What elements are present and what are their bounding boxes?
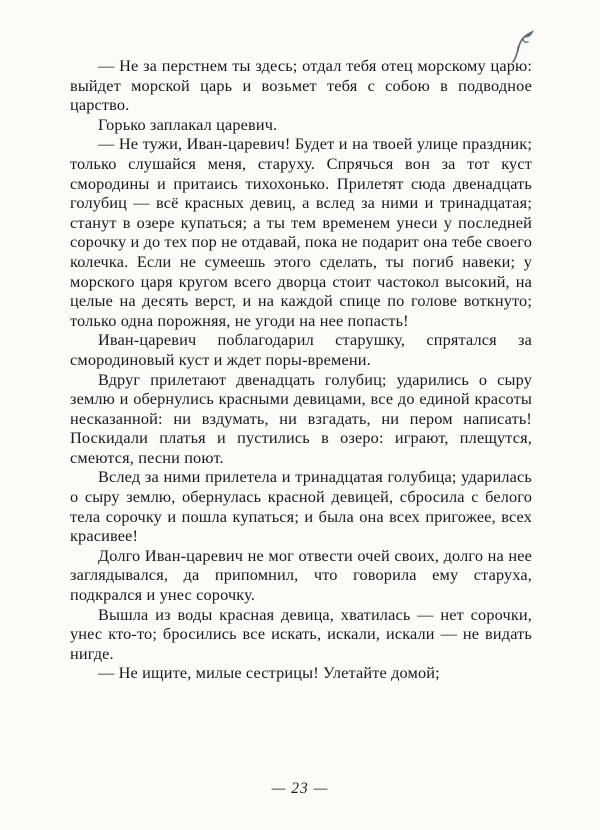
paragraph: Долго Иван-царевич не мог отвести очей своих, долго на нее заглядывался, да припомнил, что говорила ему старуха, подкрался и унес сорочку. <box>70 545 532 605</box>
page-number: — 23 — <box>271 780 329 797</box>
text-block <box>70 56 532 683</box>
paragraph: Горько заплакал царевич. <box>98 114 278 134</box>
paragraph: — Не тужи, Иван-царевич! Будет и на твоей улице праздник; только слушайся меня, старуху. Спрячься вон за тот куст смородины и притаись тихохонько. Прилетят сюда двенадцать голубиц — всё красных девиц, а вслед за ними и тринадцатая; станут в озере купаться; а ты тем временем унеси у последней сорочку и до тех пор не отдавай, пока не подарит она тебе своего колечка. Если не сумеешь этого сделать, ты погиб навеки; у морского царя кругом всего дворца стоит частокол высокий, на целые на десять верст, и на каждой спице по голове воткнуто; только одна порожняя, не угоди на нее попасть! <box>70 134 532 330</box>
paragraph: Иван-царевич поблагодарил старушку, спрятался за смородиновый куст и ждет поры-времени. <box>70 330 532 369</box>
paragraph: Вышла из воды красная девица, хватилась — нет сорочки, унес кто-то; бросились все искать, искали, искали — не видать нигде. <box>70 604 532 663</box>
paragraph: Вслед за ними прилетела и тринадцатая голубица; ударилась о сыру землю, обернулась красной девицей, сбросила с белого тела сорочку и пошла купаться; и была она всех пригожее, всех красивее! <box>70 467 532 546</box>
paragraph: — Не за перстнем ты здесь; отдал тебя отец морскому царю: выйдет морской царь и возьмет тебя с собою в подводное царство. <box>70 56 532 115</box>
paragraph: Вдруг прилетают двенадцать голубиц; ударились о сыру землю и обернулись красными девицами, все до единой красоты несказанной: ни вздумать, ни взгадать, ни пером написать! Поскидали платья и пустились в озеро: играют, плещутся, смеются, песни поют. <box>70 369 532 467</box>
paragraph: — Не ищите, милые сестрицы! Улетайте домой; <box>98 663 440 683</box>
